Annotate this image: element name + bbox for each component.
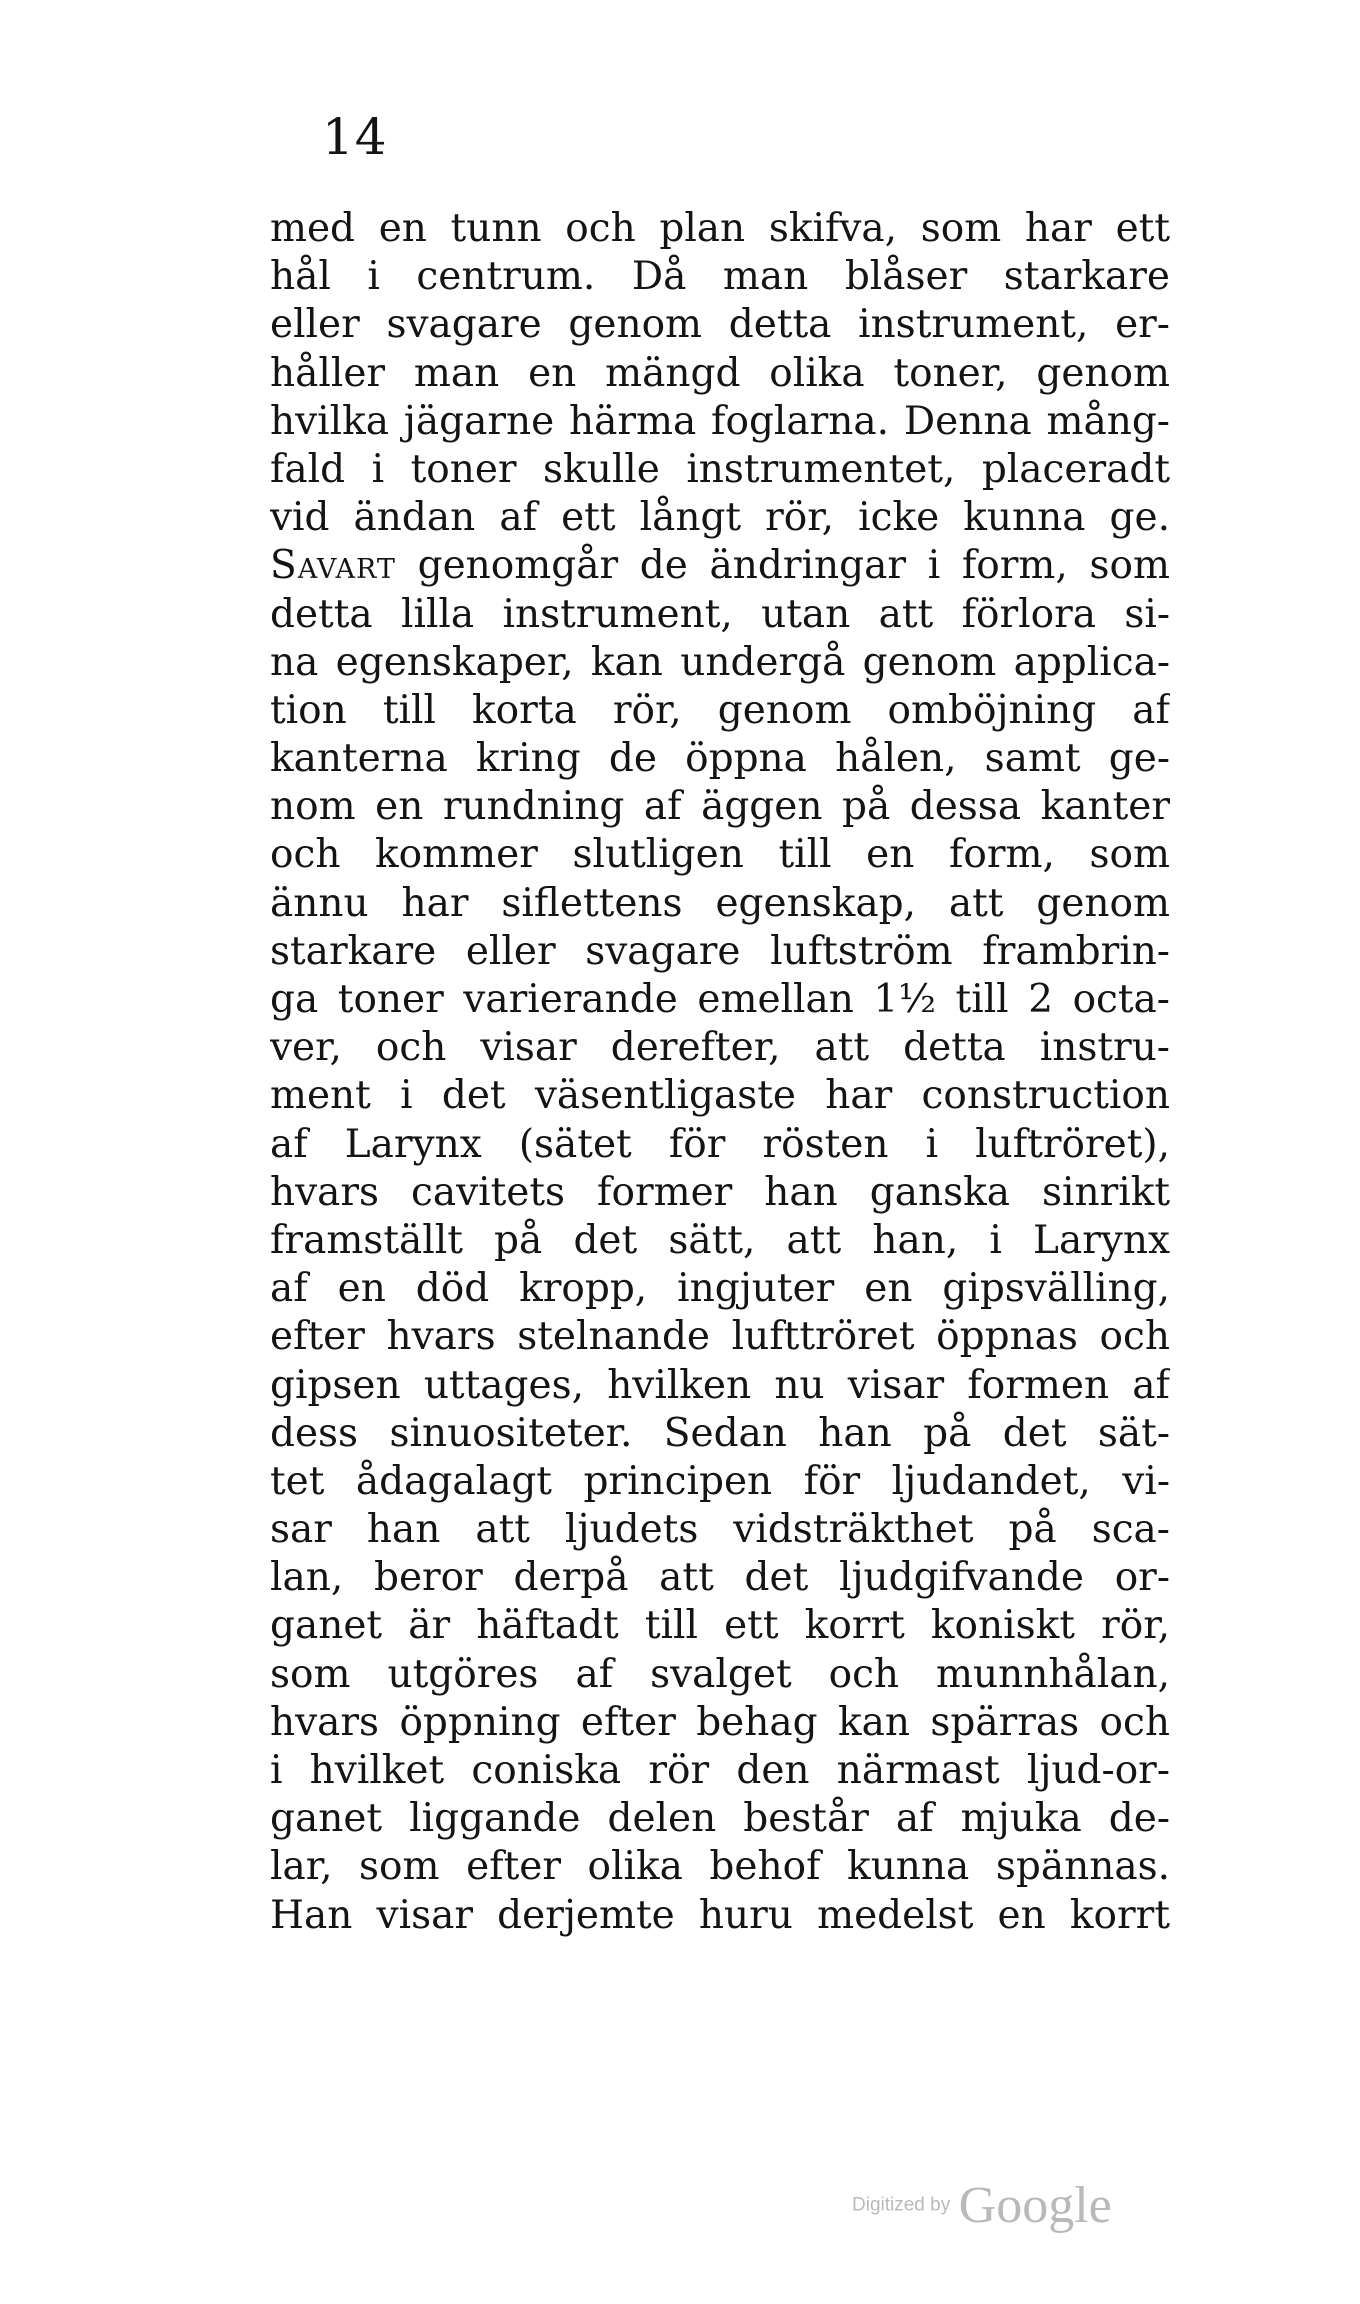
text-line-23: af en död kropp, ingjuter en gipsvälling, bbox=[270, 1266, 1170, 1312]
text-line-24: efter hvars stelnande lufttröret öppnas och bbox=[270, 1314, 1170, 1360]
text-line-31: som utgöres af svalget och munnhålan, bbox=[270, 1651, 1170, 1697]
text-line-20: af Larynx (sätet för rösten i luftröret), bbox=[270, 1121, 1170, 1167]
text-line-8: Savart genomgår de ändringar i form, som bbox=[270, 543, 1170, 589]
digitized-label: Digitized by bbox=[852, 2194, 951, 2216]
text-line-7: vid ändan af ett långt rör, icke kunna ge. bbox=[270, 495, 1170, 541]
text-line-1: med en tunn och plan skifva, som har ett bbox=[270, 206, 1170, 251]
text-line-9: detta lilla instrument, utan att förlora si- bbox=[270, 591, 1170, 637]
text-line-35: lar, som efter olika behof kunna spännas. bbox=[270, 1844, 1170, 1890]
google-logo: Google bbox=[958, 2177, 1112, 2234]
text-line-3: eller svagare genom detta instrument, er- bbox=[270, 302, 1170, 348]
text-line-30: ganet är häftadt till ett korrt koniskt rör, bbox=[270, 1603, 1170, 1649]
text-line-18: ver, och visar derefter, att detta instru- bbox=[270, 1025, 1170, 1071]
digitized-watermark bbox=[852, 2176, 1112, 2235]
text-line-15: ännu har siflettens egenskap, att genom bbox=[270, 880, 1170, 926]
text-line-5: hvilka jägarne härma foglarna. Denna mång- bbox=[270, 398, 1170, 444]
text-line-36: Han visar derjemte huru medelst en korrt bbox=[270, 1892, 1170, 1938]
text-line-21: hvars cavitets former han ganska sinrikt bbox=[270, 1169, 1170, 1215]
text-line-10: na egenskaper, kan undergå genom applica- bbox=[270, 639, 1170, 685]
text-line-25: gipsen uttages, hvilken nu visar formen af bbox=[270, 1362, 1170, 1408]
text-line-22: framställt på det sätt, att han, i Larynx bbox=[270, 1217, 1170, 1263]
text-line-27: tet ådagalagt principen för ljudandet, vi- bbox=[270, 1458, 1170, 1504]
text-line-16: starkare eller svagare luftström frambrin- bbox=[270, 928, 1170, 974]
text-line-4: håller man en mängd olika toner, genom bbox=[270, 350, 1170, 396]
text-line-19: ment i det väsentligaste har construction bbox=[270, 1073, 1170, 1119]
text-line-13: nom en rundning af äggen på dessa kanter bbox=[270, 784, 1170, 830]
text-line-12: kanterna kring de öppna hålen, samt ge- bbox=[270, 736, 1170, 782]
text-line-6: fald i toner skulle instrumentet, placeradt bbox=[270, 446, 1170, 492]
text-line-17: ga toner varierande emellan 1½ till 2 octa- bbox=[270, 977, 1170, 1022]
text-line-26: dess sinuositeter. Sedan han på det sät- bbox=[270, 1410, 1170, 1456]
page-number: 14 bbox=[322, 108, 388, 166]
text-line-29: lan, beror derpå att det ljudgifvande or- bbox=[270, 1555, 1170, 1601]
text-line-33: i hvilket coniska rör den närmast ljud-or- bbox=[270, 1748, 1170, 1793]
author-name-savart: Savart bbox=[270, 543, 396, 589]
text-line-32: hvars öppning efter behag kan spärras och bbox=[270, 1699, 1170, 1745]
text-line-34: ganet liggande delen består af mjuka de- bbox=[270, 1796, 1170, 1842]
body-text bbox=[270, 205, 1170, 1940]
text-line-11: tion till korta rör, genom omböjning af bbox=[270, 687, 1170, 733]
text-line-14: och kommer slutligen till en form, som bbox=[270, 832, 1170, 878]
text-line-28: sar han att ljudets vidsträkthet på sca- bbox=[270, 1507, 1170, 1553]
text-line-2: hål i centrum. Då man blåser starkare bbox=[270, 254, 1170, 300]
